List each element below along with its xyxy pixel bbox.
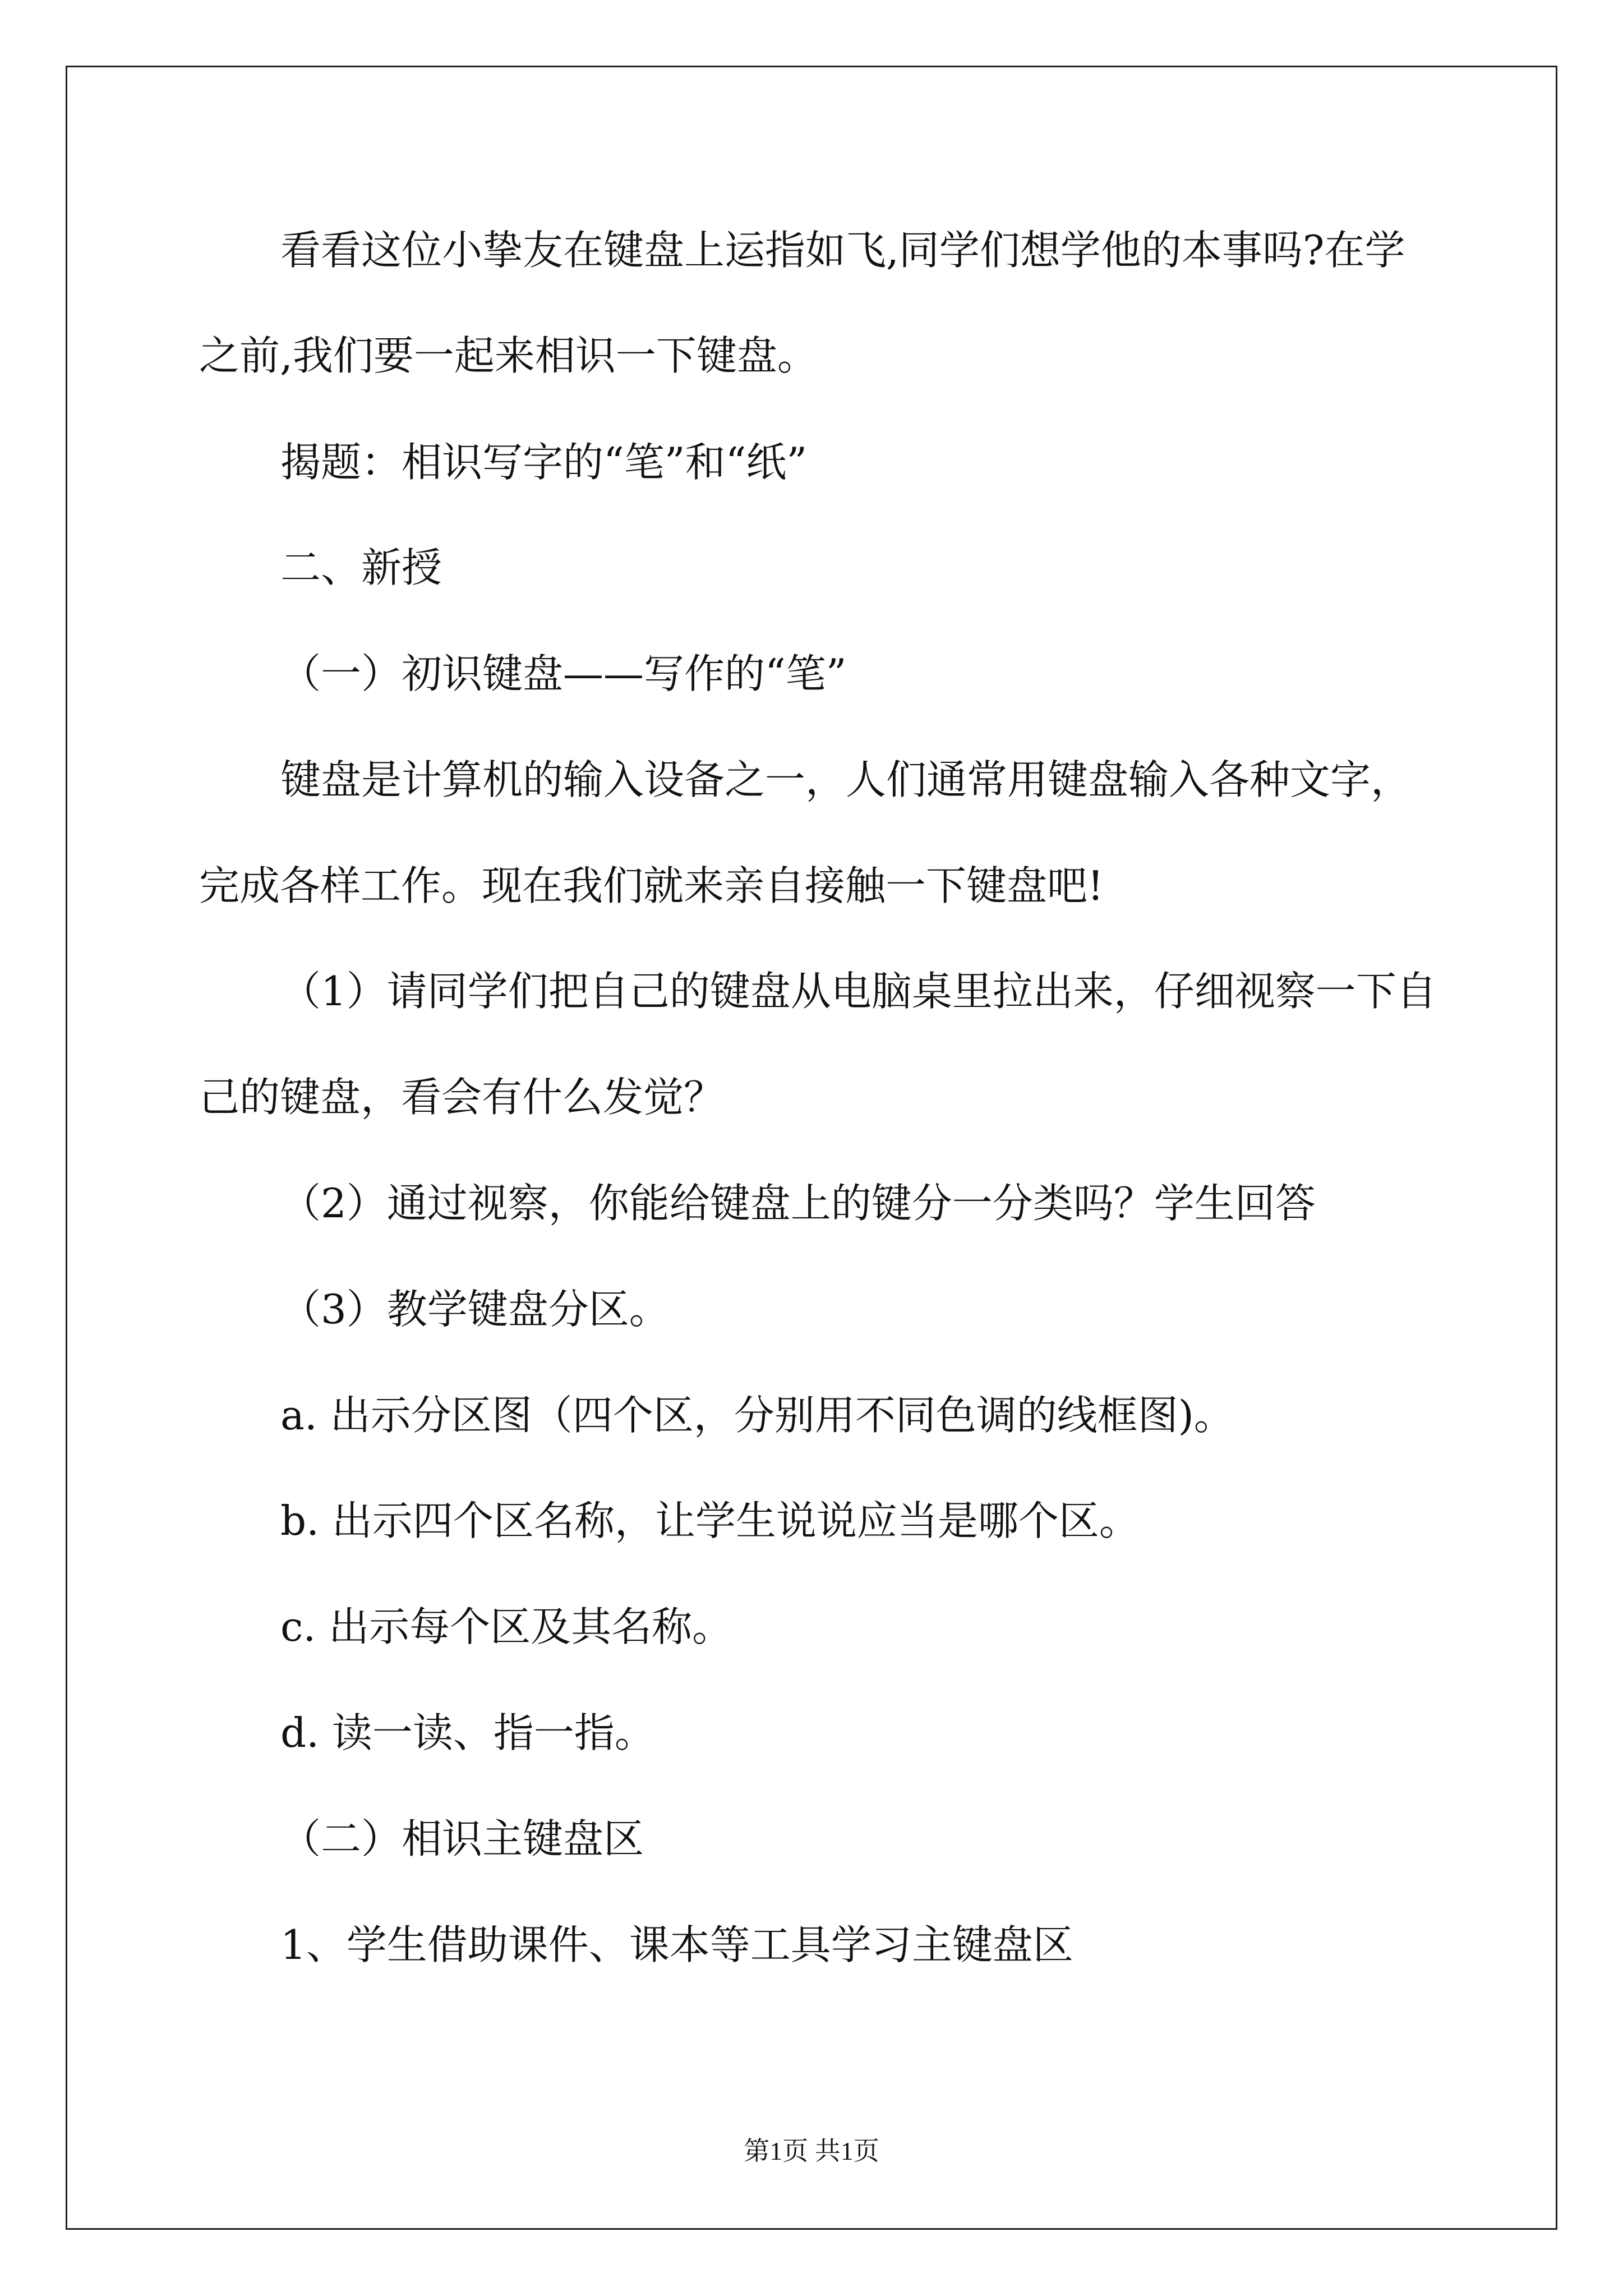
- step-main-keyboard-1: 1、学生借助课件、课本等工具学习主键盘区: [280, 1921, 1073, 1968]
- list-item-b: b. 出示四个区名称，让学生说说应当是哪个区。: [280, 1497, 1140, 1544]
- paragraph-intro-line-1: 看看这位小挚友在键盘上运指如飞,同学们想学他的本事吗?在学: [280, 227, 1405, 274]
- page-number-footer: 第1页 共1页: [744, 2137, 879, 2165]
- paragraph-keyboard-line-1: 键盘是计算机的输入设备之一，人们通常用键盘输入各种文字，: [280, 756, 1412, 803]
- paragraph-keyboard-line-2: 完成各样工作。现在我们就来亲自接触一下键盘吧!: [199, 862, 1104, 909]
- paragraph-intro-line-2: 之前,我们要一起来相识一下键盘。: [199, 332, 818, 379]
- subsection-heading-keyboard: （一）初识键盘——写作的“笔”: [280, 650, 847, 697]
- list-item-c: c. 出示每个区及其名称。: [280, 1603, 733, 1650]
- step-1-line-1: （1）请同学们把自己的键盘从电脑桌里拉出来，仔细视察一下自: [280, 968, 1437, 1015]
- step-2: （2）通过视察，你能给键盘上的键分一分类吗？学生回答: [280, 1180, 1316, 1227]
- paragraph-topic: 揭题：相识写字的“笔”和“纸”: [280, 439, 808, 486]
- list-item-d: d. 读一读、指一指。: [280, 1709, 655, 1756]
- step-3: （3）教学键盘分区。: [280, 1286, 670, 1333]
- subsection-heading-main-keyboard: （二）相识主键盘区: [280, 1815, 644, 1862]
- page-border: [66, 66, 1557, 2230]
- list-item-a: a. 出示分区图（四个区，分别用不同色调的线框图)。: [280, 1392, 1234, 1439]
- step-1-line-2: 己的键盘，看会有什么发觉？: [199, 1074, 725, 1121]
- section-heading-new-lesson: 二、新授: [280, 544, 442, 591]
